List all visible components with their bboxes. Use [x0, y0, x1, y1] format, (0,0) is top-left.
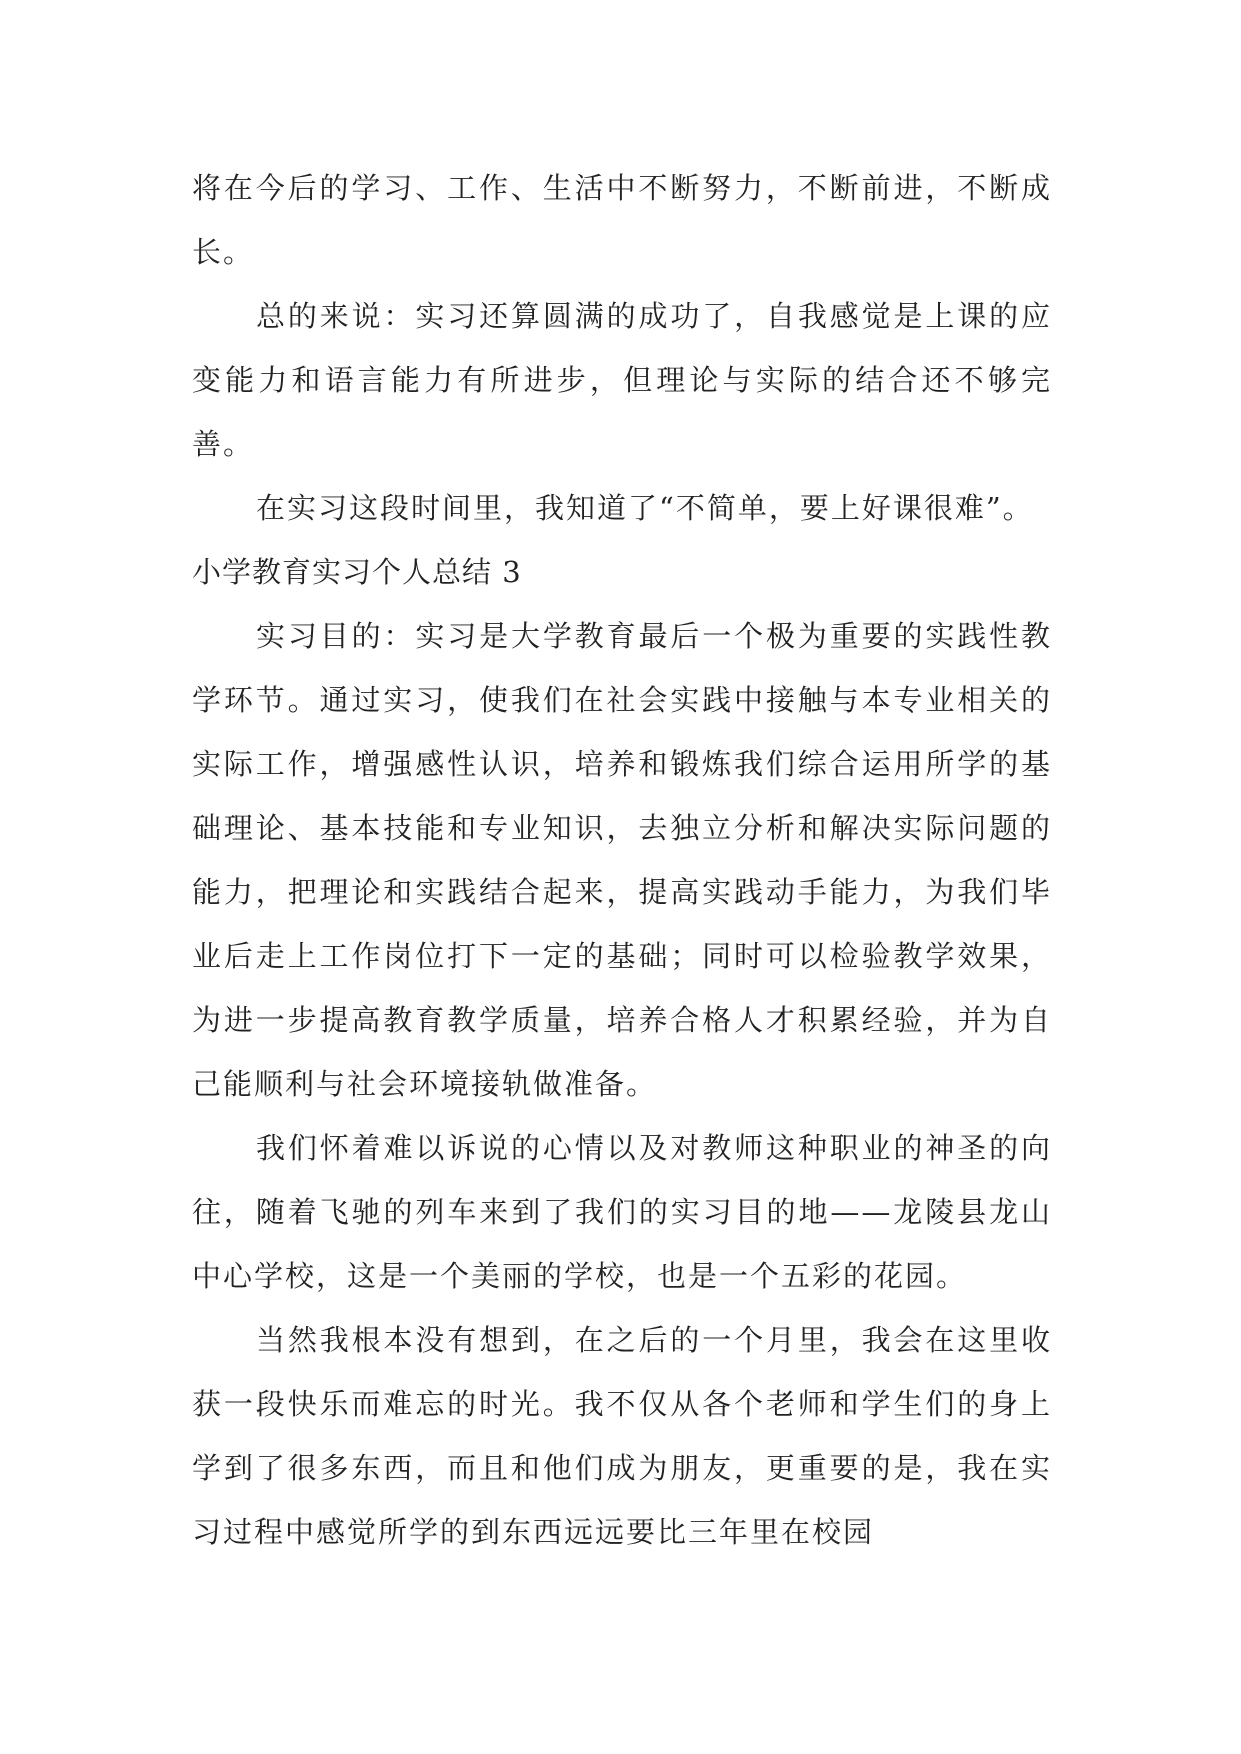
- paragraph-reflection: 在实习这段时间里，我知道了“不简单，要上好课很难”。: [256, 491, 1034, 525]
- document-body: [192, 156, 1052, 1564]
- paragraph-internship-purpose: 实习目的：实习是大学教育最后一个极为重要的实践性教学环节。通过实习，使我们在社会实践中接触与本专业相关的实际工作，增强感性认识，培养和锻炼我们综合运用所学的基础理论、基本技能和专业知识，去独立分析和解决实际问题的能力，把理论和实践结合起来，提高实践动手能力，为我们毕业后走上工作岗位打下一定的基础；同时可以检验教学效果，为进一步提高教育教学质量，培养合格人才积累经验，并为自己能顺利与社会环境接轨做准备。: [192, 619, 1052, 1101]
- paragraph-summary: 总的来说：实习还算圆满的成功了，自我感觉是上课的应变能力和语言能力有所进步，但理论与实际的结合还不够完善。: [192, 299, 1052, 461]
- section-heading: 小学教育实习个人总结 3: [192, 555, 522, 589]
- paragraph-continuation: 将在今后的学习、工作、生活中不断努力，不断前进，不断成长。: [192, 171, 1052, 269]
- paragraph-experience: 当然我根本没有想到，在之后的一个月里，我会在这里收获一段快乐而难忘的时光。我不仅从各个老师和学生们的身上学到了很多东西，而且和他们成为朋友，更重要的是，我在实习过程中感觉所学的到东西远远要比三年里在校园: [192, 1323, 1052, 1549]
- paragraph-arrival: 我们怀着难以诉说的心情以及对教师这种职业的神圣的向往，随着飞驰的列车来到了我们的实习目的地——龙陵县龙山中心学校，这是一个美丽的学校，也是一个五彩的花园。: [192, 1131, 1052, 1293]
